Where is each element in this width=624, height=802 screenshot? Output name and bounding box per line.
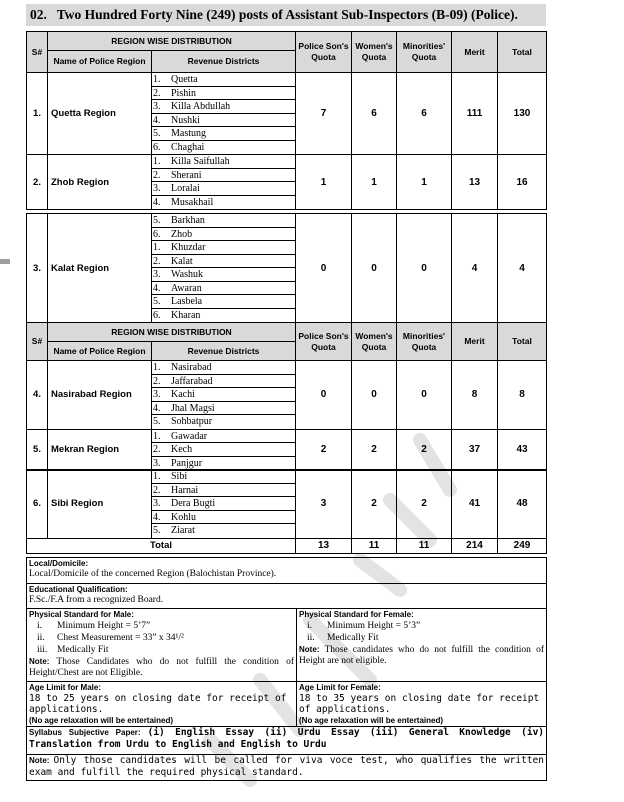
police-son-value: 0: [296, 361, 352, 430]
row-sno: 4.: [27, 361, 48, 430]
quota-table-part-2: [26, 213, 547, 471]
physical-female-cell: [297, 609, 547, 682]
age-male-note: (No age relaxation will be entertained): [29, 716, 174, 725]
total-label: Total: [27, 538, 296, 553]
district-item: 4. Musakhail: [153, 196, 214, 208]
district-item: 1. Killa Saifullah: [152, 155, 295, 169]
district-list: [152, 73, 296, 155]
physical-female-note: Note: Those candidates who do not fulfill the condition of Height are not eligible.: [299, 645, 544, 666]
district-item: 2. Sherani: [152, 169, 295, 183]
education-cell: [27, 584, 547, 609]
district-item: 5. Sohbatpur: [153, 416, 213, 427]
total-value: 48: [498, 470, 547, 539]
col-women-header: Women's Quota: [352, 323, 397, 361]
education-text: F.Sc./F.A from a recognized Board.: [29, 595, 164, 605]
total-merit: 214: [452, 538, 498, 553]
women-value: 1: [352, 155, 397, 210]
list-item: i. Minimum Height = 5’7”: [37, 621, 151, 631]
list-item: iii. Medically Fit: [37, 645, 109, 655]
list-item: i. Minimum Height = 5’3”: [307, 621, 421, 631]
district-item: 1. Khuzdar: [152, 241, 295, 255]
district-item: 4. Nushki: [152, 114, 295, 128]
col-sno-header: S#: [27, 323, 48, 361]
total-value: 4: [498, 214, 547, 323]
district-item: 5. Mastung: [152, 127, 295, 141]
total-police-son: 13: [296, 538, 352, 553]
syllabus-cell: [27, 727, 547, 755]
age-female-text: 18 to 35 years on closing date for receipt of applications.: [299, 693, 540, 715]
merit-value: 8: [452, 361, 498, 430]
col-group-header: REGION WISE DISTRIBUTION: [48, 323, 296, 342]
domicile-cell: [27, 558, 547, 584]
district-list: [152, 214, 296, 323]
final-note-text: Only those candidates will be called for viva voce test, who qualifies the written exam and fulfill the required physical standard.: [29, 755, 544, 778]
age-male-text: 18 to 25 years on closing date for receipt of applications.: [29, 693, 287, 715]
women-value: 2: [352, 470, 397, 539]
minorities-value: 2: [397, 429, 452, 471]
row-sno: 3.: [27, 214, 48, 323]
page-edge-mark: [0, 259, 10, 264]
police-son-value: 0: [296, 214, 352, 323]
district-list: [152, 470, 296, 539]
district-item: 2. Kalat: [152, 255, 295, 269]
list-item: ii. Chest Measurement = 33” x 34¹/²: [37, 633, 184, 643]
women-value: 0: [352, 214, 397, 323]
total-minorities: 11: [397, 538, 452, 553]
district-item: 2. Kech: [152, 443, 295, 457]
region-name: Sibi Region: [48, 470, 152, 539]
district-item: 5. Barkhan: [152, 214, 295, 228]
quota-table-part-1: [26, 31, 547, 210]
age-male-cell: [27, 682, 297, 727]
table-row: [27, 429, 547, 471]
district-item: 3. Dera Bugti: [152, 497, 295, 511]
physical-male-note: Note: Those Candidates who do not fulfill the condition of Height/Chest are not Eligible.: [29, 657, 294, 678]
row-sno: 1.: [27, 73, 48, 155]
district-list: [152, 429, 296, 471]
requirements-table: [26, 557, 547, 781]
region-name: Zhob Region: [48, 155, 152, 210]
table-row: [27, 361, 547, 430]
district-list: [152, 361, 296, 430]
col-minorities-header: Minorities' Quota: [397, 32, 452, 73]
row-sno: 6.: [27, 470, 48, 539]
final-note-label: Note:: [29, 756, 50, 765]
merit-value: 41: [452, 470, 498, 539]
district-item: 3. Killa Abdullah: [152, 100, 295, 114]
district-item: 3. Panjgur: [153, 457, 203, 469]
final-note-cell: [27, 755, 547, 781]
col-police-son-header: Police Son's Quota: [296, 323, 352, 361]
total-value: 43: [498, 429, 547, 471]
merit-value: 37: [452, 429, 498, 471]
minorities-value: 0: [397, 361, 452, 430]
table-row: [27, 214, 547, 323]
police-son-value: 1: [296, 155, 352, 210]
col-minorities-header: Minorities' Quota: [397, 323, 452, 361]
age-female-note: (No age relaxation will be entertained): [299, 716, 444, 725]
district-item: 5. Lasbela: [152, 295, 295, 309]
district-item: 4. Awaran: [152, 282, 295, 296]
col-total-header: Total: [498, 32, 547, 73]
quota-table-part-3: [26, 469, 547, 554]
region-name: Kalat Region: [48, 214, 152, 323]
education-label: Educational Qualification:: [29, 585, 128, 594]
total-grand: 249: [498, 538, 547, 553]
age-male-label: Age Limit for Male:: [29, 683, 102, 692]
minorities-value: 2: [397, 470, 452, 539]
district-list: [152, 155, 296, 210]
police-son-value: 3: [296, 470, 352, 539]
merit-value: 4: [452, 214, 498, 323]
table-row: [27, 155, 547, 210]
total-row: [27, 538, 547, 553]
col-merit-header: Merit: [452, 323, 498, 361]
row-sno: 2.: [27, 155, 48, 210]
region-name: Mekran Region: [48, 429, 152, 471]
district-item: 2. Harnai: [152, 484, 295, 498]
minorities-value: 6: [397, 73, 452, 155]
women-value: 6: [352, 73, 397, 155]
col-group-header: REGION WISE DISTRIBUTION: [48, 32, 296, 51]
women-value: 0: [352, 361, 397, 430]
row-sno: 5.: [27, 429, 48, 471]
district-item: 1. Quetta: [152, 73, 295, 87]
col-women-header: Women's Quota: [352, 32, 397, 73]
col-merit-header: Merit: [452, 32, 498, 73]
col-region-header: Name of Police Region: [48, 342, 152, 361]
syllabus-text: (i) English Essay (ii) Urdu Essay (iii) General Knowledge (iv) Translation from Urdu to English and English to Urdu: [29, 727, 545, 750]
domicile-label: Local/Domicile:: [29, 559, 89, 568]
merit-value: 13: [452, 155, 498, 210]
police-son-value: 7: [296, 73, 352, 155]
district-item: 6. Chaghai: [153, 141, 205, 153]
col-sno-header: S#: [27, 32, 48, 73]
minorities-value: 1: [397, 155, 452, 210]
total-value: 8: [498, 361, 547, 430]
total-women: 11: [352, 538, 397, 553]
total-value: 16: [498, 155, 547, 210]
region-name: Nasirabad Region: [48, 361, 152, 430]
table-row: [27, 470, 547, 539]
physical-male-cell: [27, 609, 297, 682]
district-item: 5. Ziarat: [153, 525, 195, 536]
syllabus-label: Syllabus Subjective Paper:: [29, 728, 141, 737]
age-female-label: Age Limit for Female:: [299, 683, 381, 692]
district-item: 3. Loralai: [152, 182, 295, 196]
district-item: 2. Jaffarabad: [152, 375, 295, 389]
age-female-cell: [297, 682, 547, 727]
col-total-header: Total: [498, 323, 547, 361]
women-value: 2: [352, 429, 397, 471]
domicile-text: Local/Domicile of the concerned Region (Balochistan Province).: [29, 569, 277, 579]
police-son-value: 2: [296, 429, 352, 471]
col-police-son-header: Police Son's Quota: [296, 32, 352, 73]
col-region-header: Name of Police Region: [48, 51, 152, 73]
total-value: 130: [498, 73, 547, 155]
district-item: 4. Jhal Magsi: [152, 402, 295, 416]
district-item: 1. Sibi: [152, 470, 295, 484]
col-districts-header: Revenue Districts: [152, 342, 296, 361]
minorities-value: 0: [397, 214, 452, 323]
district-item: 4. Kohlu: [152, 511, 295, 525]
col-districts-header: Revenue Districts: [152, 51, 296, 73]
region-name: Quetta Region: [48, 73, 152, 155]
merit-value: 111: [452, 73, 498, 155]
district-item: 6. Kharan: [153, 309, 201, 321]
table-row: [27, 73, 547, 155]
district-item: 1. Gawadar: [152, 430, 295, 444]
district-item: 3. Washuk: [152, 268, 295, 282]
list-item: ii. Medically Fit: [307, 633, 379, 643]
district-item: 3. Kachi: [152, 388, 295, 402]
district-item: 1. Nasirabad: [152, 361, 295, 375]
section-heading: 02. Two Hundred Forty Nine (249) posts of Assistant Sub-Inspectors (B-09) (Police).: [26, 4, 546, 26]
physical-male-label: Physical Standard for Male:: [29, 610, 134, 619]
district-item: 2. Pishin: [152, 87, 295, 101]
district-item: 6. Zhob: [152, 228, 295, 242]
physical-female-label: Physical Standard for Female:: [299, 610, 414, 619]
